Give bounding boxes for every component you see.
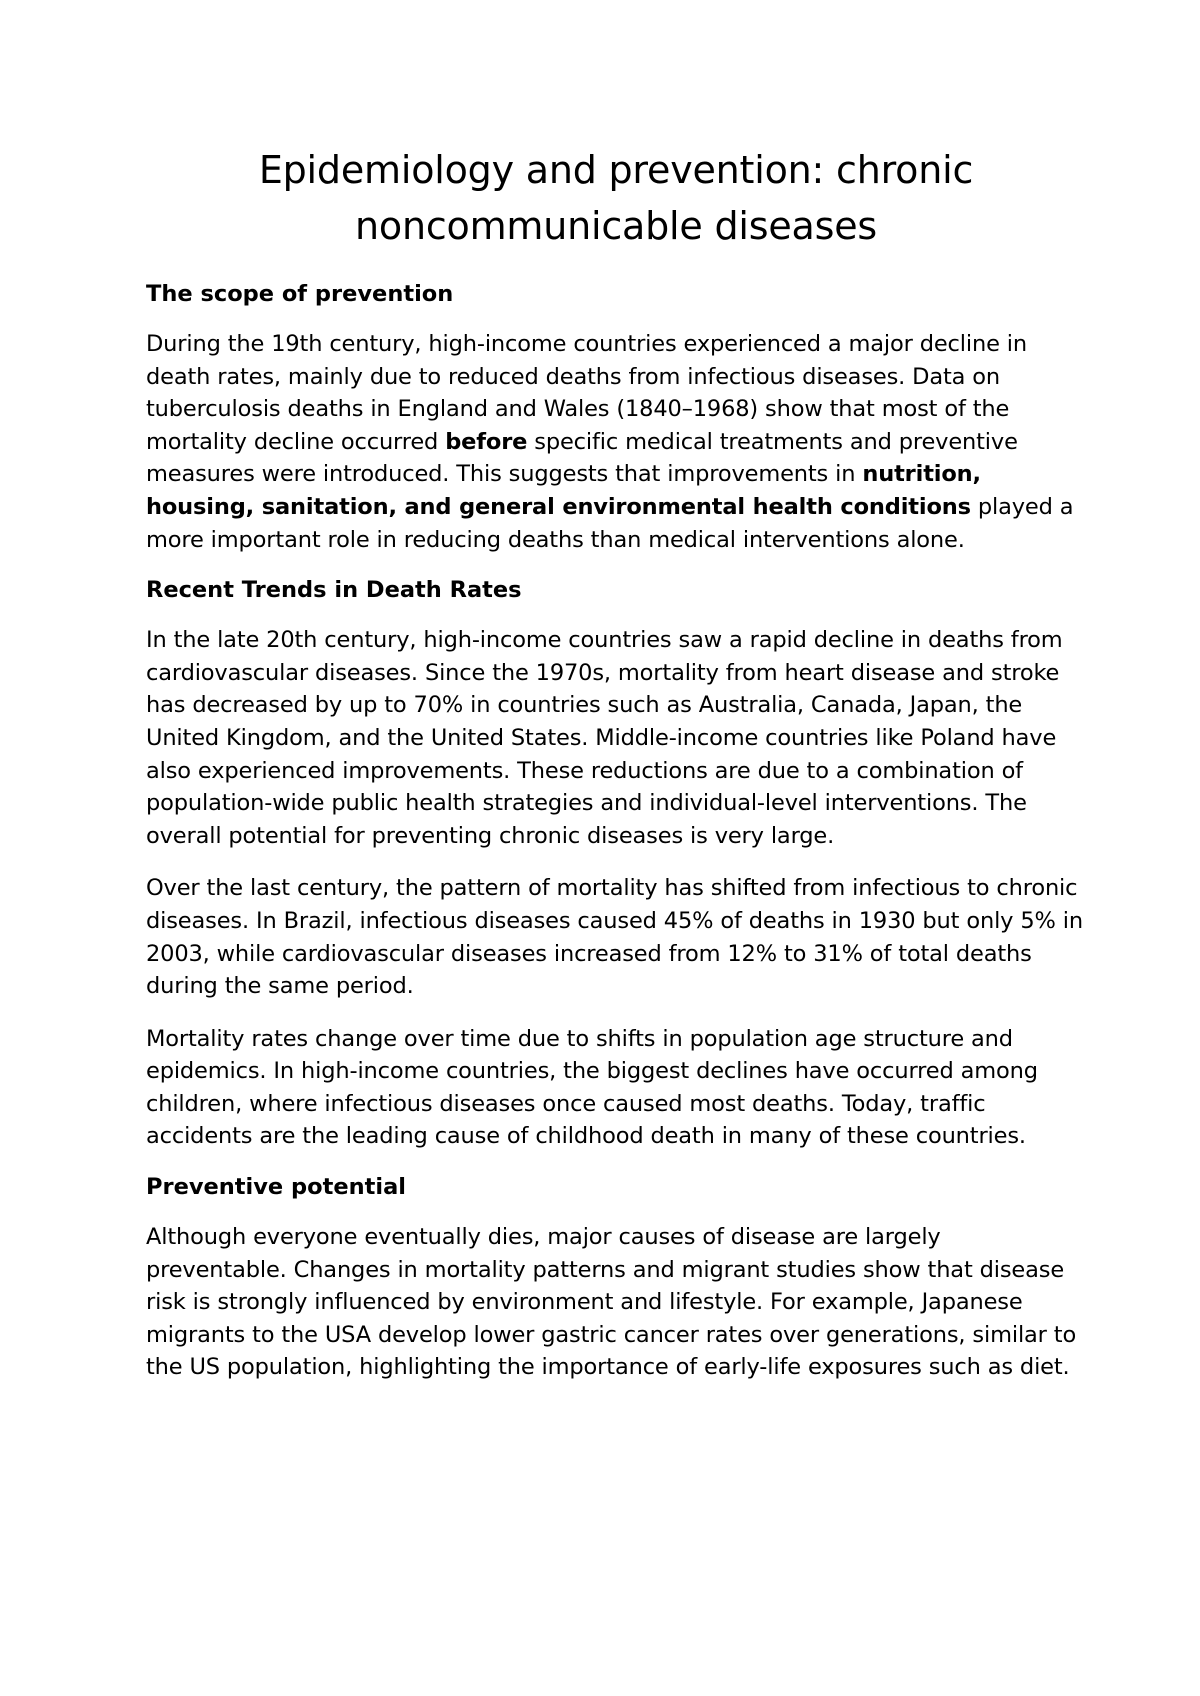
- text-run: specific medical treatments and preventive measures were introduced. This suggests that improvements in: [146, 428, 1018, 488]
- section-recent-trends: [146, 576, 1086, 1153]
- section-preventive-potential: [146, 1173, 1086, 1384]
- document-page: [146, 142, 1086, 1404]
- section-heading: The scope of prevention: [146, 281, 454, 307]
- document-title: Epidemiology and prevention: chronic noncommunicable diseases: [258, 148, 974, 248]
- bold-text-run: nutrition, housing, sanitation, and general environmental health conditions: [146, 461, 981, 520]
- section-heading: Preventive potential: [146, 1174, 406, 1201]
- paragraph: [146, 328, 1086, 556]
- section-scope-of-prevention: [146, 280, 1086, 556]
- text-run: Although everyone eventually dies, major causes of disease are largely preventable. Changes in mortality patterns and migrant studies show that disease risk is strongly influenced by environment and lifestyle. For example, Japanese migrants to the USA develop lower gastric cancer rates over generations, similar to the US population, highlighting the importance of early-life exposures such as diet.: [146, 1224, 1077, 1381]
- text-run: Mortality rates change over time due to shifts in population age structure and epidemics. In high-income countries, the biggest declines have occurred among children, where infectious diseases once caused most deaths. Today, traffic accidents are the leading cause of childhood death in many of these countries.: [146, 1025, 1038, 1150]
- paragraph: [146, 872, 1086, 1002]
- text-run: played a more important role in reducing deaths than medical interventions alone.: [146, 493, 1074, 553]
- bold-text-run: before: [445, 428, 528, 455]
- paragraph: [146, 1221, 1086, 1384]
- text-run: During the 19th century, high-income countries experienced a major decline in death rates, mainly due to reduced deaths from infectious diseases. Data on tuberculosis deaths in England and Wales (1840–1968) show that most of the mortality decline occurred: [146, 331, 1028, 455]
- paragraph: [146, 624, 1086, 852]
- section-heading: Recent Trends in Death Rates: [146, 577, 522, 604]
- text-run: In the late 20th century, high-income countries saw a rapid decline in deaths from cardiovascular diseases. Since the 1970s, mortality from heart disease and stroke has decreased by up to 70% in countries such as Australia, Canada, Japan, the United Kingdom, and the United States. Middle-income countries like Poland have also experienced improvements. These reductions are due to a combination of population-wide public health strategies and individual-level interventions. The overall potential for preventing chronic diseases is very large.: [146, 627, 1063, 849]
- text-run: Over the last century, the pattern of mortality has shifted from infectious to chronic diseases. In Brazil, infectious diseases caused 45% of deaths in 1930 but only 5% in 2003, while cardiovascular diseases increased from 12% to 31% of total deaths during the same period.: [146, 875, 1083, 1000]
- paragraph: [146, 1023, 1086, 1153]
